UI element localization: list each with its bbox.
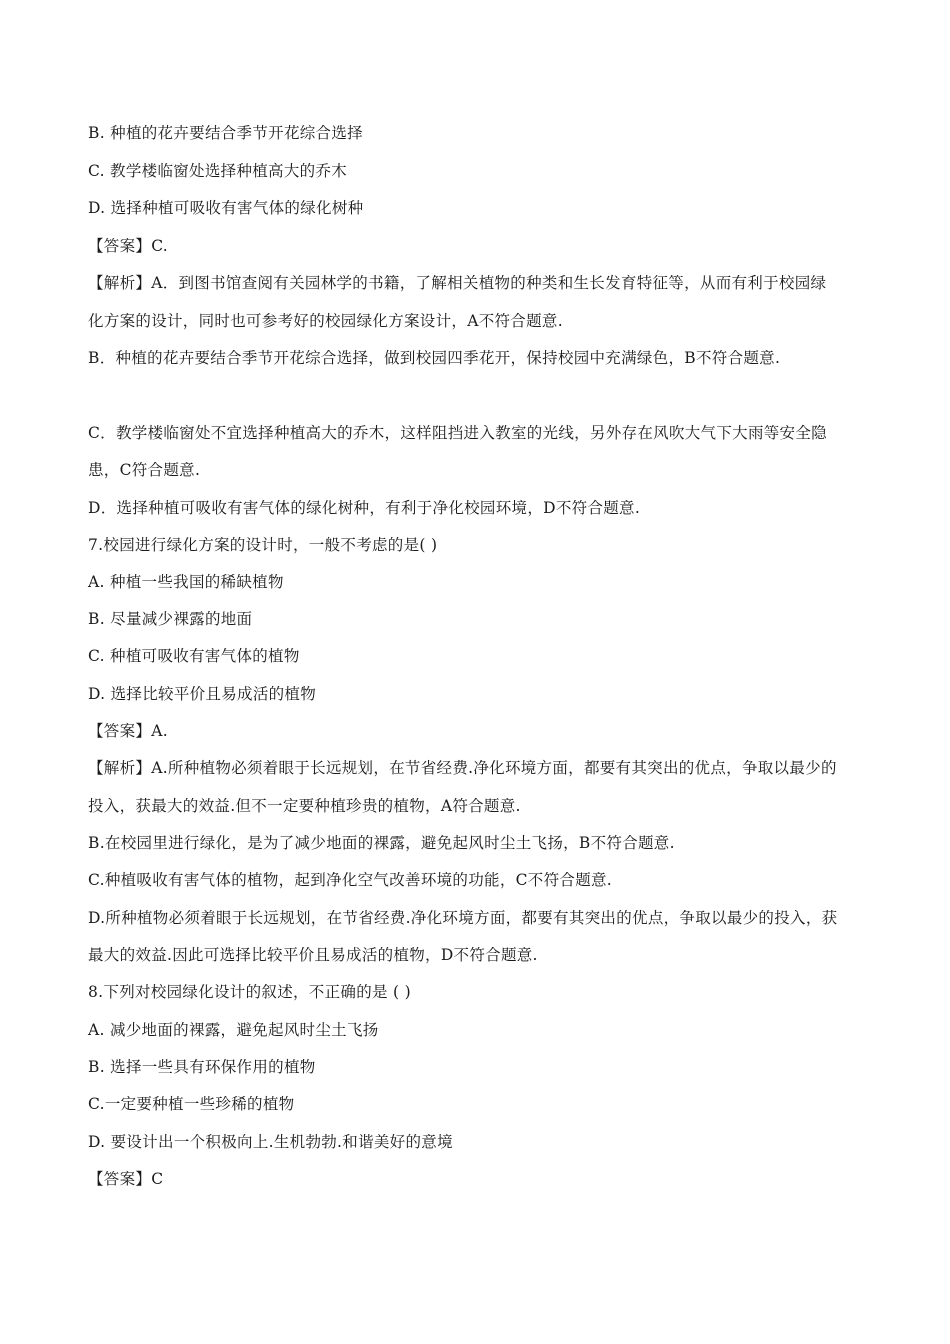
analysis-q7-line6: 最大的效益.因此可选择比较平价且易成活的植物，D不符合题意.	[88, 946, 538, 964]
option-a-q7: A. 种植一些我国的稀缺植物	[88, 573, 284, 591]
question-7: 7.校园进行绿化方案的设计时，一般不考虑的是( )	[88, 536, 438, 554]
option-c-q8: C.一定要种植一些珍稀的植物	[88, 1095, 295, 1113]
analysis-q6-line1: 【解析】A．到图书馆查阅有关园林学的书籍，了解相关植物的种类和生长发育特征等，从而有利于校园绿	[88, 274, 827, 292]
option-d-q8: D. 要设计出一个积极向上.生机勃勃.和谐美好的意境	[88, 1133, 453, 1151]
analysis-q6-line6: D．选择种植可吸收有害气体的绿化树种，有利于净化校园环境，D不符合题意.	[88, 499, 641, 517]
analysis-q6-line4: C．教学楼临窗处不宜选择种植高大的乔木，这样阻挡进入教室的光线，另外存在风吹大气下大雨等安全隐	[88, 424, 827, 442]
analysis-q6-line5: 患，C符合题意.	[88, 461, 201, 479]
analysis-q7-line3: B.在校园里进行绿化，是为了减少地面的裸露，避免起风时尘土飞扬，B不符合题意.	[88, 834, 675, 852]
analysis-q7-line5: D.所种植物必须着眼于长远规划，在节省经费.净化环境方面，都要有其突出的优点，争取以最少的投入，获	[88, 909, 838, 927]
option-b-q7: B. 尽量减少裸露的地面	[88, 610, 253, 628]
option-d-q6: D. 选择种植可吸收有害气体的绿化树种	[88, 199, 364, 217]
analysis-q7-line2: 投入，获最大的效益.但不一定要种植珍贵的植物，A符合题意.	[88, 797, 521, 815]
answer-q7: 【答案】A.	[88, 722, 168, 740]
option-b-q8: B. 选择一些具有环保作用的植物	[88, 1058, 316, 1076]
analysis-q7-line4: C.种植吸收有害气体的植物，起到净化空气改善环境的功能，C不符合题意.	[88, 871, 613, 889]
option-d-q7: D. 选择比较平价且易成活的植物	[88, 685, 317, 703]
answer-q6: 【答案】C.	[88, 237, 169, 255]
question-8: 8.下列对校园绿化设计的叙述，不正确的是 ( )	[88, 983, 411, 1001]
option-a-q8: A. 减少地面的裸露，避免起风时尘土飞扬	[88, 1021, 379, 1039]
analysis-q6-line2: 化方案的设计，同时也可参考好的校园绿化方案设计，A不符合题意.	[88, 312, 563, 330]
option-b-q6: B. 种植的花卉要结合季节开花综合选择	[88, 124, 363, 142]
analysis-q7-line1: 【解析】A.所种植物必须着眼于长远规划，在节省经费.净化环境方面，都要有其突出的优点，争取以最少的	[88, 759, 837, 777]
option-c-q7: C. 种植可吸收有害气体的植物	[88, 647, 300, 665]
answer-q8: 【答案】C	[88, 1170, 164, 1188]
option-c-q6: C. 教学楼临窗处选择种植高大的乔木	[88, 162, 348, 180]
analysis-q6-line3: B．种植的花卉要结合季节开花综合选择，做到校园四季花开，保持校园中充满绿色，B不符合题意.	[88, 349, 781, 367]
